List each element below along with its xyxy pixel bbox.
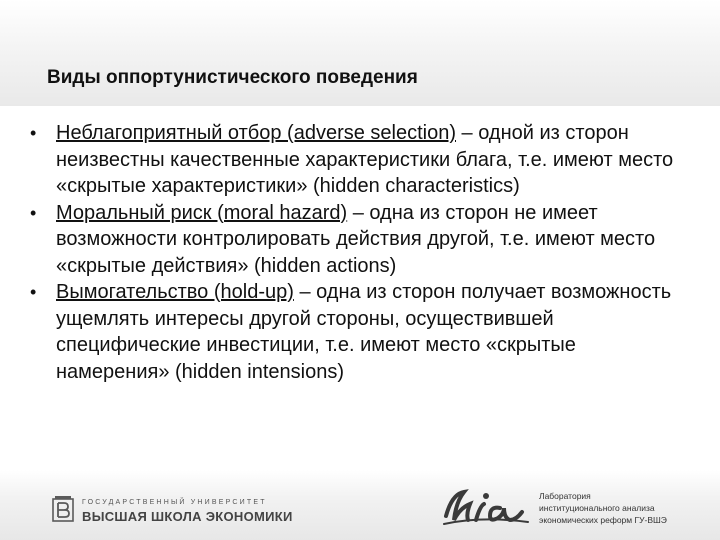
bullet-item [30,279,680,385]
lab-caption-line: Лаборатория [539,491,591,501]
bullet-text: – одна из сторон получает возможность ущемлять интересы другой стороны, осуществившей специфические инвестиции, т.е. имеют место «скрытые намерения» (hidden intensions) [56,281,672,383]
slide-title: Виды оппортунистического поведения [47,67,418,88]
bullet-term: Неблагоприятный отбор (adverse selection) [56,122,456,144]
hse-logo-icon [52,496,74,522]
hse-name-small: ГОСУДАРСТВЕННЫЙ УНИВЕРСИТЕТ [82,499,267,506]
bullet-item [30,200,680,280]
lab-logo-icon [442,486,530,528]
bullet-term: Моральный риск (moral hazard) [56,201,348,224]
lab-caption-line: экономических реформ ГУ-ВШЭ [539,515,667,525]
bullet-list [30,120,680,385]
bullet-text: – одной из сторон неизвестны качественные характеристики блага, т.е. имеют место «скрытые характеристики» (hidden characteristics) [56,122,674,197]
lab-caption-line: институционального анализа [539,503,655,513]
bullet-marker: • [30,123,37,143]
bullet-marker: • [30,202,37,223]
lab-caption [539,490,709,526]
bullet-item [30,120,680,200]
slide-header [0,0,720,106]
bullet-text: – одна из сторон не имеет возможности контролировать действия другой, т.е. имеют место «скрытые действия» (hidden actions) [56,201,656,277]
hse-name-big: ВЫСШАЯ ШКОЛА ЭКОНОМИКИ [82,509,293,524]
bullet-term: Вымогательство (hold-up) [56,281,294,303]
bullet-marker: • [30,282,37,302]
